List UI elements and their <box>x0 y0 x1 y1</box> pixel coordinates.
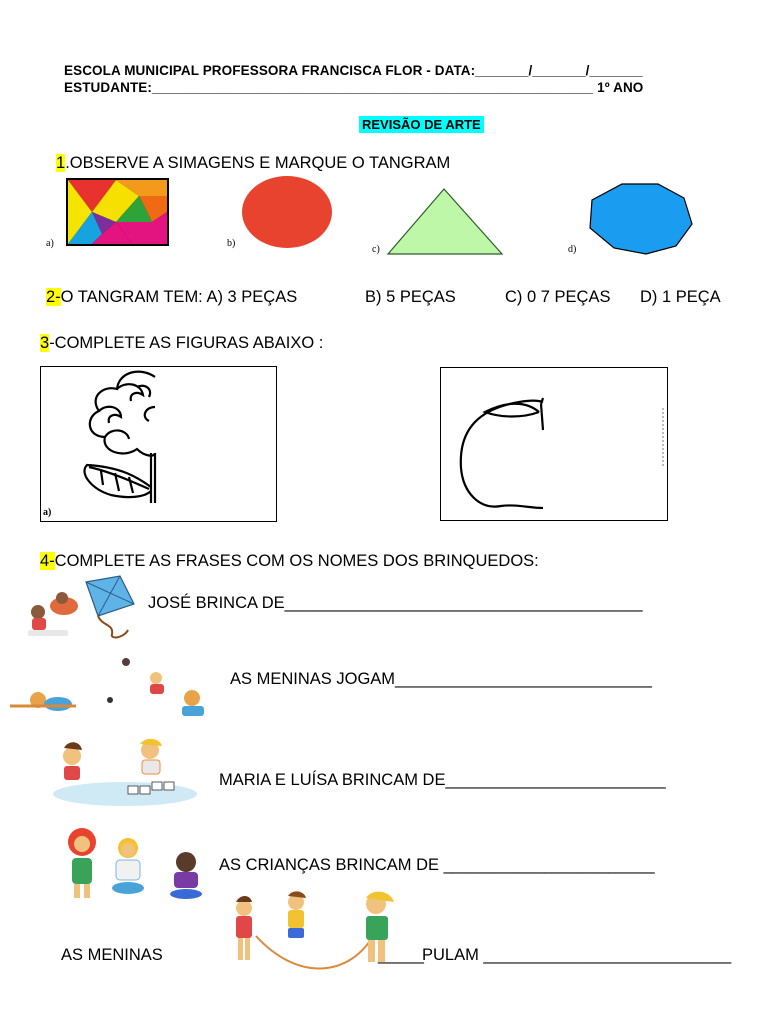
half-flower-frame[interactable] <box>40 366 277 522</box>
question-4-number: 4- <box>40 552 55 570</box>
option-d-label: d) <box>568 244 577 255</box>
half-flower-drawing <box>41 367 275 520</box>
half-apple-drawing <box>441 368 666 519</box>
question-2-option-c[interactable]: C) 0 7 PEÇAS <box>505 288 611 306</box>
option-c-triangle[interactable] <box>370 186 505 258</box>
sentence-2[interactable]: AS MENINAS JOGAM____________________________ <box>230 670 652 688</box>
option-b-circle[interactable] <box>226 176 336 254</box>
half-apple-frame[interactable] <box>440 367 668 521</box>
sentence-1[interactable]: JOSÉ BRINCA DE_______________________________________ <box>148 594 643 612</box>
question-2 <box>46 288 297 307</box>
triangle-shape-icon <box>370 186 505 258</box>
figure-a-label: a) <box>43 507 52 518</box>
option-a-label: a) <box>46 238 54 249</box>
sentence-5-start[interactable]: AS MENINAS <box>61 946 163 964</box>
children-picture <box>60 826 210 902</box>
ball-game-icon <box>6 656 216 720</box>
hopscotch-icon <box>50 736 200 806</box>
question-1-number: 1 <box>56 154 66 172</box>
question-4 <box>40 552 539 571</box>
option-d-nonagon[interactable] <box>566 180 696 258</box>
kite-icon <box>24 574 142 640</box>
option-c-label: c) <box>372 244 380 255</box>
kite-picture <box>24 574 142 640</box>
page-title: REVISÃO DE ARTE <box>359 116 484 133</box>
sentence-4[interactable]: AS CRIANÇAS BRINCAM DE _______________________ <box>219 856 655 874</box>
ball-game-picture <box>6 656 216 720</box>
question-1 <box>56 154 450 173</box>
nonagon-shape-icon <box>566 180 696 258</box>
sentence-5-end[interactable]: PULAM ___________________________ <box>422 946 732 964</box>
school-header-line: ESCOLA MUNICIPAL PROFESSORA FRANCISCA FLOR - DATA:_______/_______/_______ <box>64 63 643 78</box>
sentence-3[interactable]: MARIA E LUÍSA BRINCAM DE________________________ <box>219 771 666 789</box>
question-2-text: O TANGRAM TEM: A) 3 PEÇAS <box>60 288 298 306</box>
question-3-number: 3 <box>40 334 50 352</box>
option-b-label: b) <box>227 238 236 249</box>
question-2-option-b[interactable]: B) 5 PEÇAS <box>365 288 456 306</box>
sentence-5-blank[interactable]: _____ <box>378 946 424 964</box>
tangram-icon <box>44 176 174 256</box>
question-3 <box>40 334 323 353</box>
children-playing-icon <box>60 826 210 902</box>
question-4-text: COMPLETE AS FRASES COM OS NOMES DOS BRINQUEDOS: <box>54 552 539 570</box>
circle-shape-icon <box>226 176 336 254</box>
question-2-number: 2- <box>46 288 61 306</box>
student-header-line: ESTUDANTE:__________________________________________________________ 1º ANO <box>64 80 644 95</box>
option-a-tangram[interactable] <box>44 176 174 256</box>
question-3-text: -COMPLETE AS FIGURAS ABAIXO : <box>49 334 324 352</box>
question-2-option-d[interactable]: D) 1 PEÇA <box>640 288 721 306</box>
question-1-text: .OBSERVE A SIMAGENS E MARQUE O TANGRAM <box>65 154 451 172</box>
hopscotch-picture <box>50 736 200 806</box>
